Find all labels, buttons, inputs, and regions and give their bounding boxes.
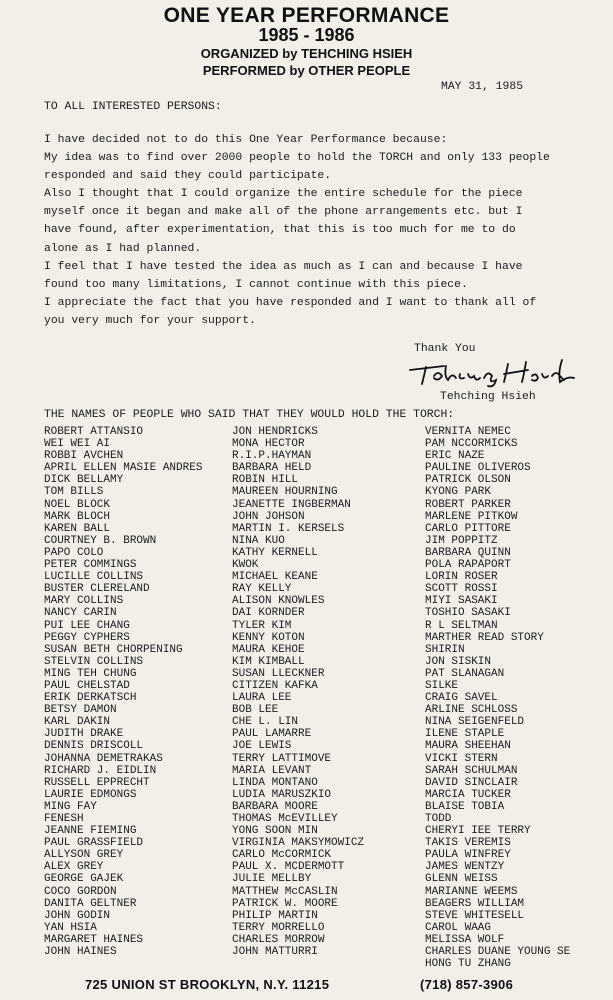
- name-entry: MICHAEL KEANE: [232, 571, 318, 584]
- name-entry: VERNITA NEMEC: [425, 426, 511, 438]
- name-entry: LUDIA MARUSZKIO: [232, 788, 332, 801]
- name-entry: ALLYSON GREY: [44, 849, 124, 862]
- name-entry: TYLER KIM: [232, 619, 292, 632]
- name-entry: BOB LEE: [232, 704, 279, 717]
- name-entry: STELVIN COLLINS: [44, 655, 144, 668]
- name-entry: PUI LEE CHANG: [44, 619, 130, 632]
- name-entry: PATRICK W. MOORE: [232, 897, 338, 910]
- body-line: Also I thought that I could organize the entire schedule for the piece: [44, 188, 523, 201]
- name-entry: CHARLES DUANE YOUNG SE: [425, 946, 571, 959]
- name-entry: STEVE WHITESELL: [425, 909, 525, 922]
- name-entry: TAKIS VEREMIS: [425, 837, 511, 850]
- name-entry: KWOK: [232, 559, 259, 572]
- name-entry: THOMAS McEVILLEY: [232, 813, 338, 825]
- body-line: alone as I had planned.: [44, 242, 202, 255]
- name-entry: NINA KUO: [232, 534, 285, 547]
- name-entry: MING FAY: [44, 800, 97, 813]
- name-entry: LORIN ROSER: [425, 571, 498, 584]
- name-entry: PAUL CHELSTAD: [44, 679, 130, 692]
- name-entry: NOEL BLOCK: [44, 498, 111, 511]
- name-entry: ROBIN HILL: [232, 474, 299, 487]
- name-entry: PAULA WINFREY: [425, 849, 511, 862]
- name-entry: GEORGE GAJEK: [44, 873, 124, 886]
- name-entry: BUSTER CLERELAND: [44, 583, 150, 596]
- name-entry: CHERYI IEE TERRY: [425, 825, 531, 838]
- name-entry: ALISON KNOWLES: [232, 595, 325, 608]
- name-entry: MING TEH CHUNG: [44, 667, 137, 680]
- name-entry: KYONG PARK: [425, 486, 492, 499]
- name-entry: PAUL GRASSFIELD: [44, 837, 144, 850]
- name-entry: PHILIP MARTIN: [232, 909, 318, 922]
- name-entry: BARBARA QUINN: [425, 546, 511, 559]
- name-entry: SCOTT ROSSI: [425, 583, 498, 596]
- name-entry: CRAIG SAVEL: [425, 692, 498, 705]
- page-years: 1985 - 1986: [258, 25, 355, 45]
- name-entry: ROBERT ATTANSIO: [44, 426, 144, 438]
- name-entry: MAUREEN HOURNING: [232, 486, 338, 499]
- body-line: I have decided not to do this One Year Performance because:: [44, 134, 448, 146]
- name-entry: PAULINE OLIVEROS: [425, 462, 531, 475]
- name-entry: R.I.P.HAYMAN: [232, 450, 312, 463]
- name-entry: BETSY DAMON: [44, 704, 117, 717]
- name-entry: JULIE MELLBY: [232, 873, 312, 886]
- name-entry: NANCY CARIN: [44, 607, 117, 620]
- name-entry: JON SISKIN: [425, 655, 492, 668]
- organized-line: ORGANIZED by TEHCHING HSIEH: [200, 46, 413, 61]
- name-entry: PAT SLANAGAN: [425, 667, 505, 680]
- name-entry: SILKE: [425, 679, 459, 692]
- name-entry: BARBARA MOORE: [232, 800, 318, 813]
- name-entry: ERIK DERKATSCH: [44, 692, 137, 705]
- name-entry: NINA SEIGENFELD: [425, 716, 525, 729]
- name-entry: MAURA SHEEHAN: [425, 740, 511, 753]
- name-entry: MARK BLOCH: [44, 510, 111, 523]
- name-entry: R L SELTMAN: [425, 619, 498, 632]
- name-entry: ALEX GREY: [44, 861, 104, 874]
- name-entry: PAM NCCORMICKS: [425, 438, 518, 451]
- name-entry: CHARLES MORROW: [232, 933, 325, 946]
- name-entry: ROBBI AVCHEN: [44, 450, 124, 463]
- name-entry: SHIRIN: [425, 643, 465, 656]
- name-entry: MARIA LEVANT: [232, 764, 312, 777]
- name-entry: MATTHEW McCASLIN: [232, 885, 338, 898]
- name-entry: MARIANNE WEEMS: [425, 885, 518, 898]
- name-entry: HONG TU ZHANG: [425, 958, 511, 971]
- body-line: you very much for your support.: [44, 314, 256, 327]
- name-entry: JOHN HAINES: [44, 946, 117, 959]
- name-entry: MONA HECTOR: [232, 438, 305, 451]
- names-column-1: [44, 426, 202, 958]
- name-entry: JIM POPPITZ: [425, 534, 498, 547]
- letter-date: MAY 31, 1985: [441, 81, 524, 93]
- name-entry: RUSSELL EPPRECHT: [44, 776, 150, 789]
- name-entry: PETER COMMINGS: [44, 559, 137, 572]
- names-column-2: [232, 426, 364, 958]
- name-entry: CARLO PITTORE: [425, 522, 511, 535]
- name-entry: ILENE STAPLE: [425, 728, 505, 741]
- name-entry: VICKI STERN: [425, 752, 498, 765]
- name-entry: MAURA KEHOE: [232, 643, 305, 656]
- name-entry: TODD: [425, 813, 452, 825]
- letter-body: [44, 131, 604, 330]
- body-line: I feel that I have tested the idea as much as I can and because I have: [44, 260, 523, 273]
- name-entry: YONG SOON MIN: [232, 825, 318, 838]
- body-line: myself once it began and make all of the phone arrangements etc. but I: [44, 206, 523, 219]
- handwritten-signature: [404, 356, 584, 388]
- name-entry: KENNY KOTON: [232, 631, 305, 644]
- performed-line: PERFORMED by OTHER PEOPLE: [202, 63, 411, 78]
- name-entry: ARLINE SCHLOSS: [425, 704, 518, 717]
- name-entry: DAI KORNDER: [232, 607, 305, 620]
- name-entry: PAUL X. MCDERMOTT: [232, 861, 345, 874]
- name-entry: BARBARA HELD: [232, 462, 312, 475]
- signer-name: Tehching Hsieh: [440, 391, 536, 403]
- body-line: have found, after experimentation, that this is too much for me to do: [44, 224, 516, 237]
- name-entry: VIRGINIA MAKSYMOWICZ: [232, 837, 365, 850]
- body-line: I appreciate the fact that you have responded and I want to thank all of: [44, 296, 537, 309]
- name-entry: PAUL LAMARRE: [232, 728, 312, 741]
- name-entry: RAY KELLY: [232, 583, 292, 596]
- footer-phone: (718) 857-3906: [420, 977, 514, 992]
- name-entry: MARY COLLINS: [44, 595, 124, 608]
- name-entry: MARTHER READ STORY: [425, 631, 544, 644]
- name-entry: CHE L. LIN: [232, 716, 299, 729]
- name-entry: JOHN MATTURRI: [232, 946, 318, 959]
- name-entry: TERRY MORRELLO: [232, 921, 325, 934]
- name-entry: RICHARD J. EIDLIN: [44, 764, 157, 777]
- name-entry: MARCIA TUCKER: [425, 788, 511, 801]
- name-entry: JEANETTE INGBERMAN: [232, 498, 351, 511]
- name-entry: MIYI SASAKI: [425, 595, 498, 608]
- name-entry: KARL DAKIN: [44, 716, 111, 729]
- name-entry: YAN HSIA: [44, 921, 97, 934]
- name-entry: MELISSA WOLF: [425, 933, 505, 946]
- name-entry: ERIC NAZE: [425, 450, 485, 463]
- name-entry: COCO GORDON: [44, 885, 117, 898]
- name-entry: LINDA MONTANO: [232, 776, 318, 789]
- body-line: responded and said they could participate.: [44, 170, 332, 183]
- name-entry: COURTNEY B. BROWN: [44, 534, 157, 547]
- name-entry: JEANNE FIEMING: [44, 825, 137, 838]
- body-line: My idea was to find over 2000 people to hold the TORCH and only 133 people: [44, 152, 550, 165]
- name-entry: CARLO McCORMICK: [232, 849, 332, 862]
- name-entry: JUDITH DRAKE: [44, 728, 124, 741]
- name-entry: TOSHIO SASAKI: [425, 607, 511, 620]
- name-entry: SUSAN LLECKNER: [232, 667, 325, 680]
- name-entry: GLENN WEISS: [425, 873, 498, 886]
- name-entry: LUCILLE COLLINS: [44, 571, 144, 584]
- name-entry: PATRICK OLSON: [425, 474, 511, 487]
- footer-address: 725 UNION ST BROOKLYN, N.Y. 11215: [85, 977, 330, 992]
- names-column-3: [425, 426, 570, 970]
- name-entry: CAROL WAAG: [425, 921, 492, 934]
- name-entry: LAURIE EDMONGS: [44, 788, 137, 801]
- name-entry: MARTIN I. KERSELS: [232, 522, 345, 535]
- name-entry: WEI WEI AI: [44, 438, 111, 451]
- name-entry: BEAGERS WILLIAM: [425, 897, 525, 910]
- name-entry: MARGARET HAINES: [44, 933, 144, 946]
- name-entry: APRIL ELLEN MASIE ANDRES: [44, 462, 203, 475]
- name-entry: TERRY LATTIMOVE: [232, 752, 332, 765]
- page-title: ONE YEAR PERFORMANCE: [163, 4, 450, 27]
- closing: Thank You: [414, 343, 476, 355]
- name-entry: JOHN GODIN: [44, 909, 111, 922]
- name-entry: SUSAN BETH CHORPENING: [44, 643, 183, 656]
- name-entry: BLAISE TOBIA: [425, 800, 505, 813]
- name-entry: JOE LEWIS: [232, 740, 292, 753]
- name-entry: ROBERT PARKER: [425, 498, 511, 511]
- name-entry: CITIZEN KAFKA: [232, 679, 318, 692]
- name-entry: JON HENDRICKS: [232, 426, 318, 438]
- name-entry: DAVID SINCLAIR: [425, 776, 518, 789]
- names-heading: THE NAMES OF PEOPLE WHO SAID THAT THEY WOULD HOLD THE TORCH:: [44, 409, 455, 421]
- name-entry: JOHN JOHSON: [232, 510, 305, 523]
- name-entry: LAURA LEE: [232, 692, 292, 705]
- name-entry: KIM KIMBALL: [232, 655, 305, 668]
- name-entry: JOHANNA DEMETRAKAS: [44, 752, 163, 765]
- salutation: TO ALL INTERESTED PERSONS:: [44, 101, 222, 113]
- name-entry: PAPO COLO: [44, 546, 104, 559]
- name-entry: DENNIS DRISCOLL: [44, 740, 144, 753]
- name-entry: KATHY KERNELL: [232, 546, 318, 559]
- name-entry: FENESH: [44, 813, 84, 825]
- name-entry: POLA RAPAPORT: [425, 559, 511, 572]
- name-entry: PEGGY CYPHERS: [44, 631, 130, 644]
- body-line: found too many limitations, I cannot continue with this piece.: [44, 278, 468, 291]
- name-entry: DICK BELLAMY: [44, 474, 124, 487]
- name-entry: KAREN BALL: [44, 522, 111, 535]
- name-entry: MARLENE PITKOW: [425, 510, 518, 523]
- name-entry: TOM BILLS: [44, 486, 104, 499]
- name-entry: SARAH SCHULMAN: [425, 764, 518, 777]
- name-entry: DANITA GELTNER: [44, 897, 137, 910]
- name-entry: JAMES WENTZY: [425, 861, 505, 874]
